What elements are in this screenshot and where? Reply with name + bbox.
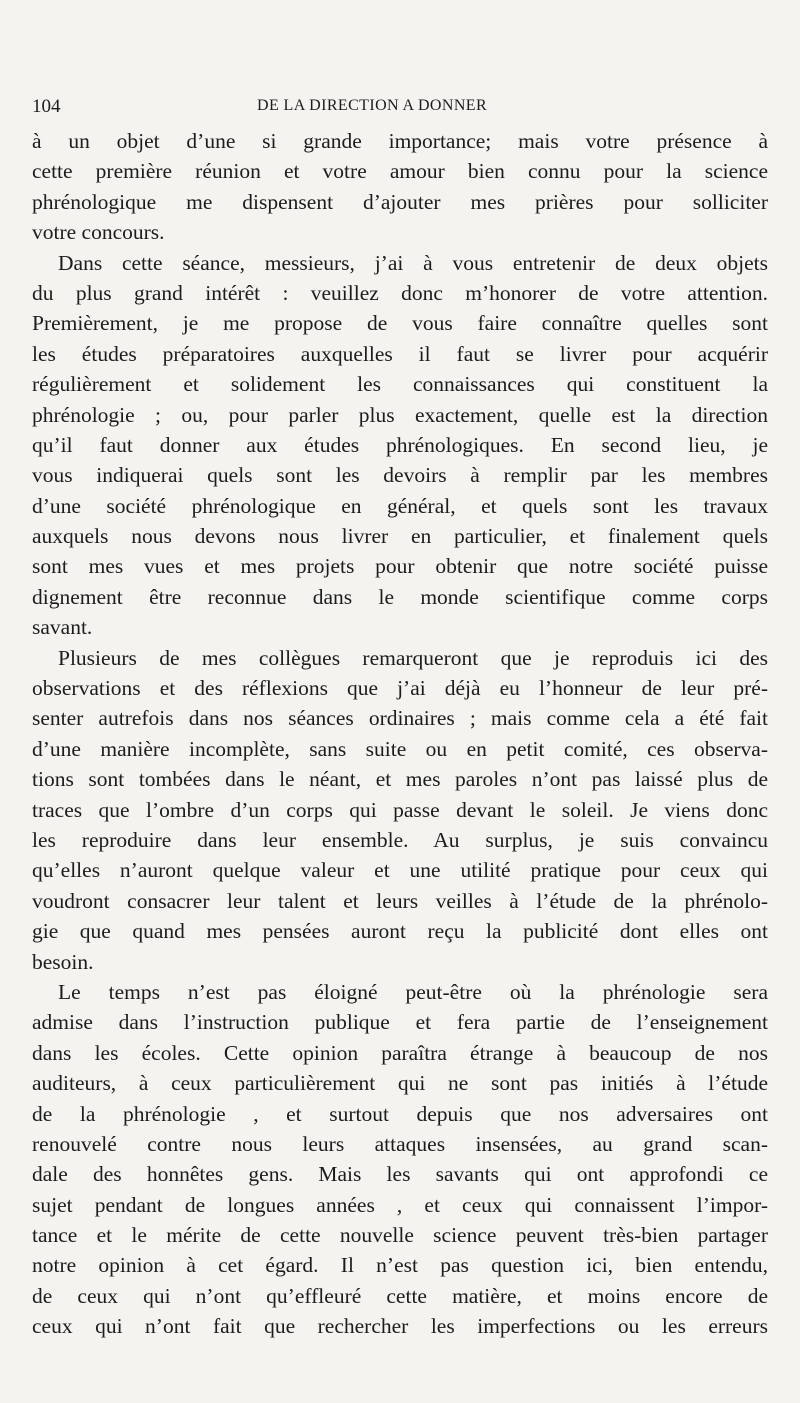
text-line: savant. bbox=[32, 615, 93, 640]
text-line: Premièrement, je me propose de vous faire connaître quelles sont bbox=[32, 311, 768, 336]
running-header bbox=[32, 96, 768, 122]
text-line: les reproduire dans leur ensemble. Au surplus, je suis convaincu bbox=[32, 827, 768, 852]
text-line: dans les écoles. Cette opinion paraîtra étrange à beaucoup de nos bbox=[32, 1040, 768, 1065]
text-line: vous indiquerai quels sont les devoirs à remplir par les membres bbox=[32, 463, 768, 488]
page-number: 104 bbox=[32, 96, 61, 117]
text-line: auxquels nous devons nous livrer en particulier, et finalement quels bbox=[32, 524, 768, 549]
text-line: d’une société phrénologique en général, et quels sont les travaux bbox=[32, 493, 768, 518]
text-line: admise dans l’instruction publique et fera partie de l’enseignement bbox=[32, 1010, 768, 1035]
text-line: tance et le mérite de cette nouvelle science peuvent très-bien partager bbox=[32, 1223, 768, 1248]
text-line: auditeurs, à ceux particulièrement qui ne sont pas initiés à l’étude bbox=[32, 1071, 768, 1096]
text-line: gie que quand mes pensées auront reçu la publicité dont elles ont bbox=[32, 919, 768, 944]
text-line: observations et des réflexions que j’ai déjà eu l’honneur de leur pré- bbox=[32, 676, 768, 701]
text-line: cette première réunion et votre amour bien connu pour la science bbox=[32, 159, 768, 184]
text-line: sujet pendant de longues années , et ceux qui connaissent l’impor- bbox=[32, 1192, 768, 1217]
text-line: ceux qui n’ont fait que rechercher les imperfections ou les erreurs bbox=[32, 1314, 768, 1339]
body-text bbox=[32, 126, 768, 1342]
text-line: phrénologie ; ou, pour parler plus exactement, quelle est la direction bbox=[32, 402, 768, 427]
paragraph-start-line: Dans cette séance, messieurs, j’ai à vous entretenir de deux objets bbox=[58, 250, 768, 275]
text-line: de la phrénologie , et surtout depuis que nos adversaires ont bbox=[32, 1101, 768, 1126]
text-line: d’une manière incomplète, sans suite ou en petit comité, ces observa- bbox=[32, 736, 768, 761]
text-line: senter autrefois dans nos séances ordinaires ; mais comme cela a été fait bbox=[32, 706, 768, 731]
text-line: dale des honnêtes gens. Mais les savants qui ont approfondi ce bbox=[32, 1162, 768, 1187]
text-line: tions sont tombées dans le néant, et mes paroles n’ont pas laissé plus de bbox=[32, 767, 768, 792]
text-line: qu’elles n’auront quelque valeur et une utilité pratique pour ceux qui bbox=[32, 858, 768, 883]
paragraph-start-line: Plusieurs de mes collègues remarqueront que je reproduis ici des bbox=[58, 645, 768, 670]
text-line: sont mes vues et mes projets pour obtenir que notre société puisse bbox=[32, 554, 768, 579]
text-line: voudront consacrer leur talent et leurs veilles à l’étude de la phrénolo- bbox=[32, 888, 768, 913]
text-line: dignement être reconnue dans le monde scientifique comme corps bbox=[32, 584, 768, 609]
text-line: notre opinion à cet égard. Il n’est pas question ici, bien entendu, bbox=[32, 1253, 768, 1278]
text-line: votre concours. bbox=[32, 220, 165, 245]
text-line: régulièrement et solidement les connaissances qui constituent la bbox=[32, 372, 768, 397]
text-line: phrénologique me dispensent d’ajouter mes prières pour solliciter bbox=[32, 189, 768, 214]
text-line: du plus grand intérêt : veuillez donc m’honorer de votre attention. bbox=[32, 280, 768, 305]
text-line: qu’il faut donner aux études phrénologiques. En second lieu, je bbox=[32, 432, 768, 457]
text-line: renouvelé contre nous leurs attaques insensées, au grand scan- bbox=[32, 1131, 768, 1156]
text-line: de ceux qui n’ont qu’effleuré cette matière, et moins encore de bbox=[32, 1283, 768, 1308]
text-line: les études préparatoires auxquelles il faut se livrer pour acquérir bbox=[32, 341, 768, 366]
text-line: à un objet d’une si grande importance; mais votre présence à bbox=[32, 129, 768, 153]
text-line: traces que l’ombre d’un corps qui passe devant le soleil. Je viens donc bbox=[32, 797, 768, 822]
running-title: DE LA DIRECTION A DONNER bbox=[257, 97, 488, 114]
text-line: besoin. bbox=[32, 949, 94, 974]
paragraph-start-line: Le temps n’est pas éloigné peut-être où la phrénologie sera bbox=[58, 979, 768, 1004]
